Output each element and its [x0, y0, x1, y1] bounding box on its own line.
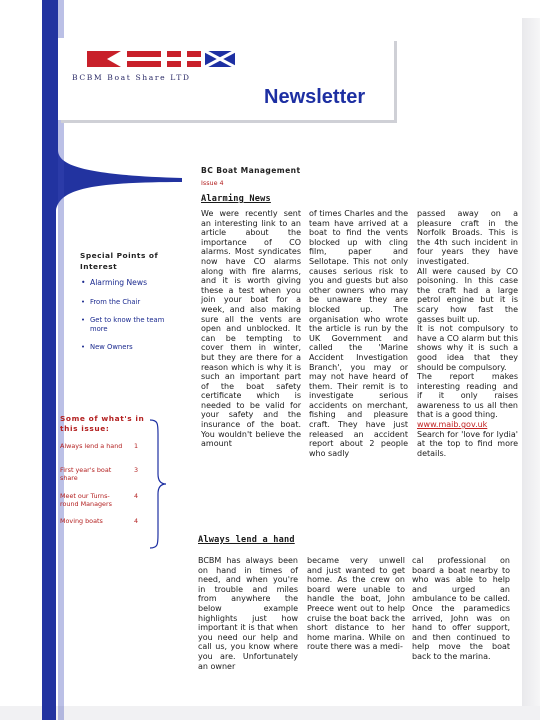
toc-item-page: 3: [134, 466, 139, 474]
article-paragraph: cal professional on board a boat nearby to who was able to help and urged an ambulance to be called. Once the paramedics arrived, John was on hand to offer support, and then continued to help move the boat back to the marina.: [412, 556, 510, 661]
brand-name: BCBM Boat Share LTD: [72, 73, 191, 82]
special-point-item: • Alarming News: [80, 278, 176, 287]
toc-item-page: 1: [134, 442, 139, 450]
newsletter-title: Newsletter: [264, 86, 366, 108]
publisher-name: BC Boat Management: [201, 166, 301, 175]
toc-brace: [148, 418, 168, 554]
article-column: [309, 209, 408, 458]
article-column: [307, 556, 405, 652]
toc-item-label: Meet our Turns-round Managers: [60, 492, 112, 508]
article-paragraph: BCBM has always been on hand in times of need, and when you're in trouble and miles from anywhere the below example highlights just how important it is that when you need our help and call us, you know where you are. Unfortunately an owner: [198, 556, 298, 671]
article-paragraph: We were recently sent an interesting link to an article about the importance of CO alarms. Most syndicates now have CO alarms along with fire alarms, and it is worth giving these a test when you join your boat for a week, and also making sure all the vents are open and unblocked. It can be tempting to cover them in winter, but they are there for a reason which is why it is such an important part of the boat safety certificate which is needed to be valid for your safety and the insurance of the boat. You wouldn't believe the amount: [201, 209, 301, 449]
article-paragraph: All were caused by CO poisoning. In this case the craft had a large petrol engine but it is scary how fast the gasses built up.: [417, 266, 518, 324]
toc-item-page: 4: [134, 492, 139, 500]
toc-item-label: Always lend a hand: [60, 442, 123, 450]
special-points-heading: Special Points of Interest: [80, 251, 159, 271]
article-paragraph: became very unwell and just wanted to get home. As the crew on board were unable to handle the boat, John Preece went out to help cruise the boat back the short distance to her home marina. While on route there was a medi-: [307, 556, 405, 652]
article-column: [198, 556, 298, 671]
article-paragraph: of times Charles and the team have arrived at a boat to find the vents blocked up with cling film, paper and Sellotape. This not only causes serious risk to you and guests but also other owners who may be unaware they are blocked up. The organisation who wrote the article is run by the UK Government and called the 'Marine Accident Investigation Branch', you may or may not have heard of them. Their remit is to investigate serious accidents on merchant, fishing and pleasure craft. They have just released an accident report about 2 people who sadly: [309, 209, 408, 458]
special-point-item: • From the Chair: [80, 298, 176, 307]
article-title: Alarming News: [201, 194, 271, 204]
toc-item-page: 4: [134, 517, 139, 525]
article-paragraph: passed away on a pleasure craft in the Norfolk Broads. This is the 4th such incident in four years they have investigated.: [417, 209, 518, 266]
toc-heading: Some of what's in this issue:: [60, 414, 145, 433]
special-point-item: • New Owners: [80, 343, 176, 352]
page-shadow-right: [522, 18, 540, 720]
issue-number: Issue 4: [201, 179, 224, 187]
toc-item-label: First year's boat share: [60, 466, 112, 482]
maib-link[interactable]: www.maib.gov.uk: [417, 420, 488, 430]
toc-item-label: Moving boats: [60, 517, 103, 525]
special-points-list: [80, 278, 176, 361]
article-column: [201, 209, 301, 449]
article-column: [417, 209, 518, 458]
special-point-item: • Get to know the team more: [80, 316, 176, 334]
article-paragraph: Search for 'love for lydia' at the top to find more details.: [417, 429, 518, 458]
brand-logo: [87, 47, 235, 71]
article-title: Always lend a hand: [198, 535, 295, 545]
article-paragraph: It is not compulsory to have a CO alarm but this shows why it is such a good idea that they should be compulsory.: [417, 324, 518, 372]
article-column: [412, 556, 510, 662]
article-paragraph: The report makes interesting reading and if it only raises awareness to us all then that is a good thing.: [417, 372, 518, 420]
